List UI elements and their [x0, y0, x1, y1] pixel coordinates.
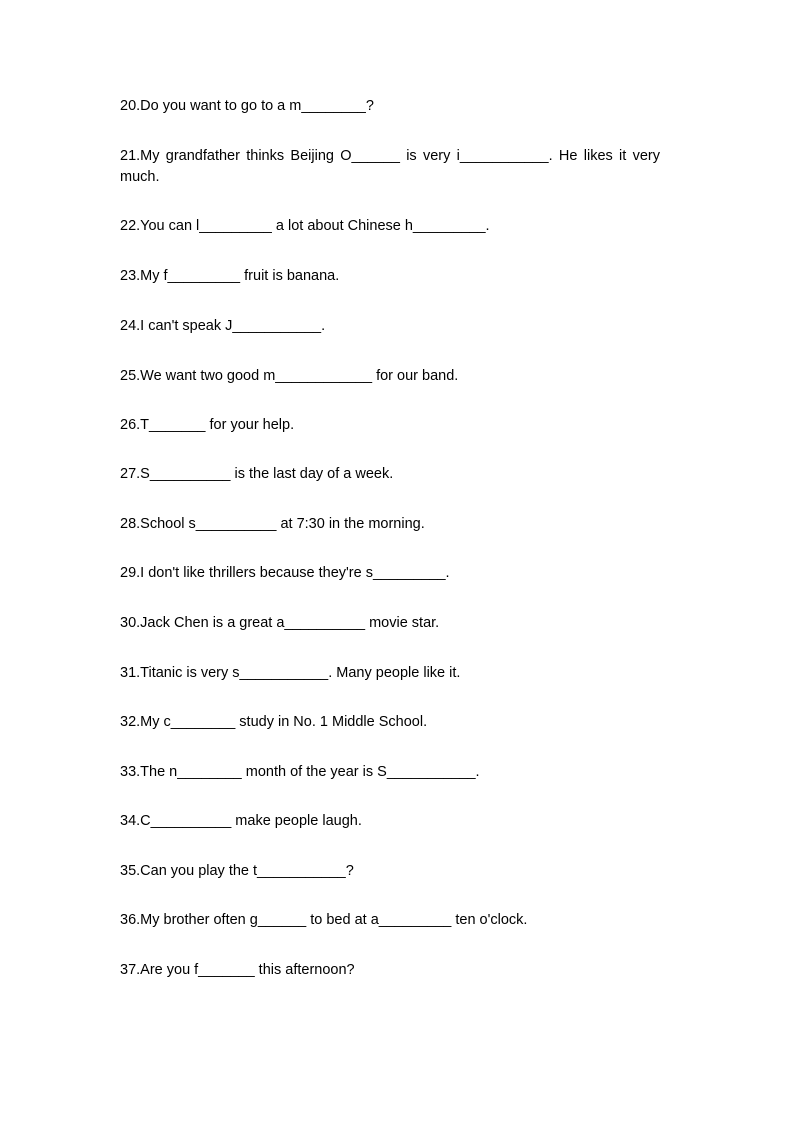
question-27: 27.S__________ is the last day of a week.: [120, 466, 394, 482]
question-35: 35.Can you play the t___________?: [120, 863, 354, 879]
question-28: 28.School s__________ at 7:30 in the morning.: [120, 516, 425, 532]
question-37: 37.Are you f_______ this afternoon?: [120, 962, 355, 978]
question-34: 34.C__________ make people laugh.: [120, 813, 362, 829]
question-32: 32.My c________ study in No. 1 Middle School.: [120, 714, 428, 730]
question-31: 31.Titanic is very s___________. Many people like it.: [120, 665, 461, 681]
question-21: 21.My grandfather thinks Beijing O______ is very i___________. He likes it very much.: [120, 148, 665, 185]
question-22: 22.You can l_________ a lot about Chinese h_________.: [120, 218, 490, 234]
question-20: 20.Do you want to go to a m________?: [120, 98, 374, 114]
question-30: 30.Jack Chen is a great a__________ movie star.: [120, 615, 440, 631]
question-25: 25.We want two good m____________ for our band.: [120, 368, 459, 384]
question-24: 24.I can't speak J___________.: [120, 318, 326, 334]
question-33: 33.The n________ month of the year is S___________.: [120, 764, 480, 780]
question-26: 26.T_______ for your help.: [120, 417, 295, 433]
question-23: 23.My f_________ fruit is banana.: [120, 268, 340, 284]
question-36: 36.My brother often g______ to bed at a_________ ten o'clock.: [120, 912, 528, 928]
question-29: 29.I don't like thrillers because they're s_________.: [120, 565, 450, 581]
